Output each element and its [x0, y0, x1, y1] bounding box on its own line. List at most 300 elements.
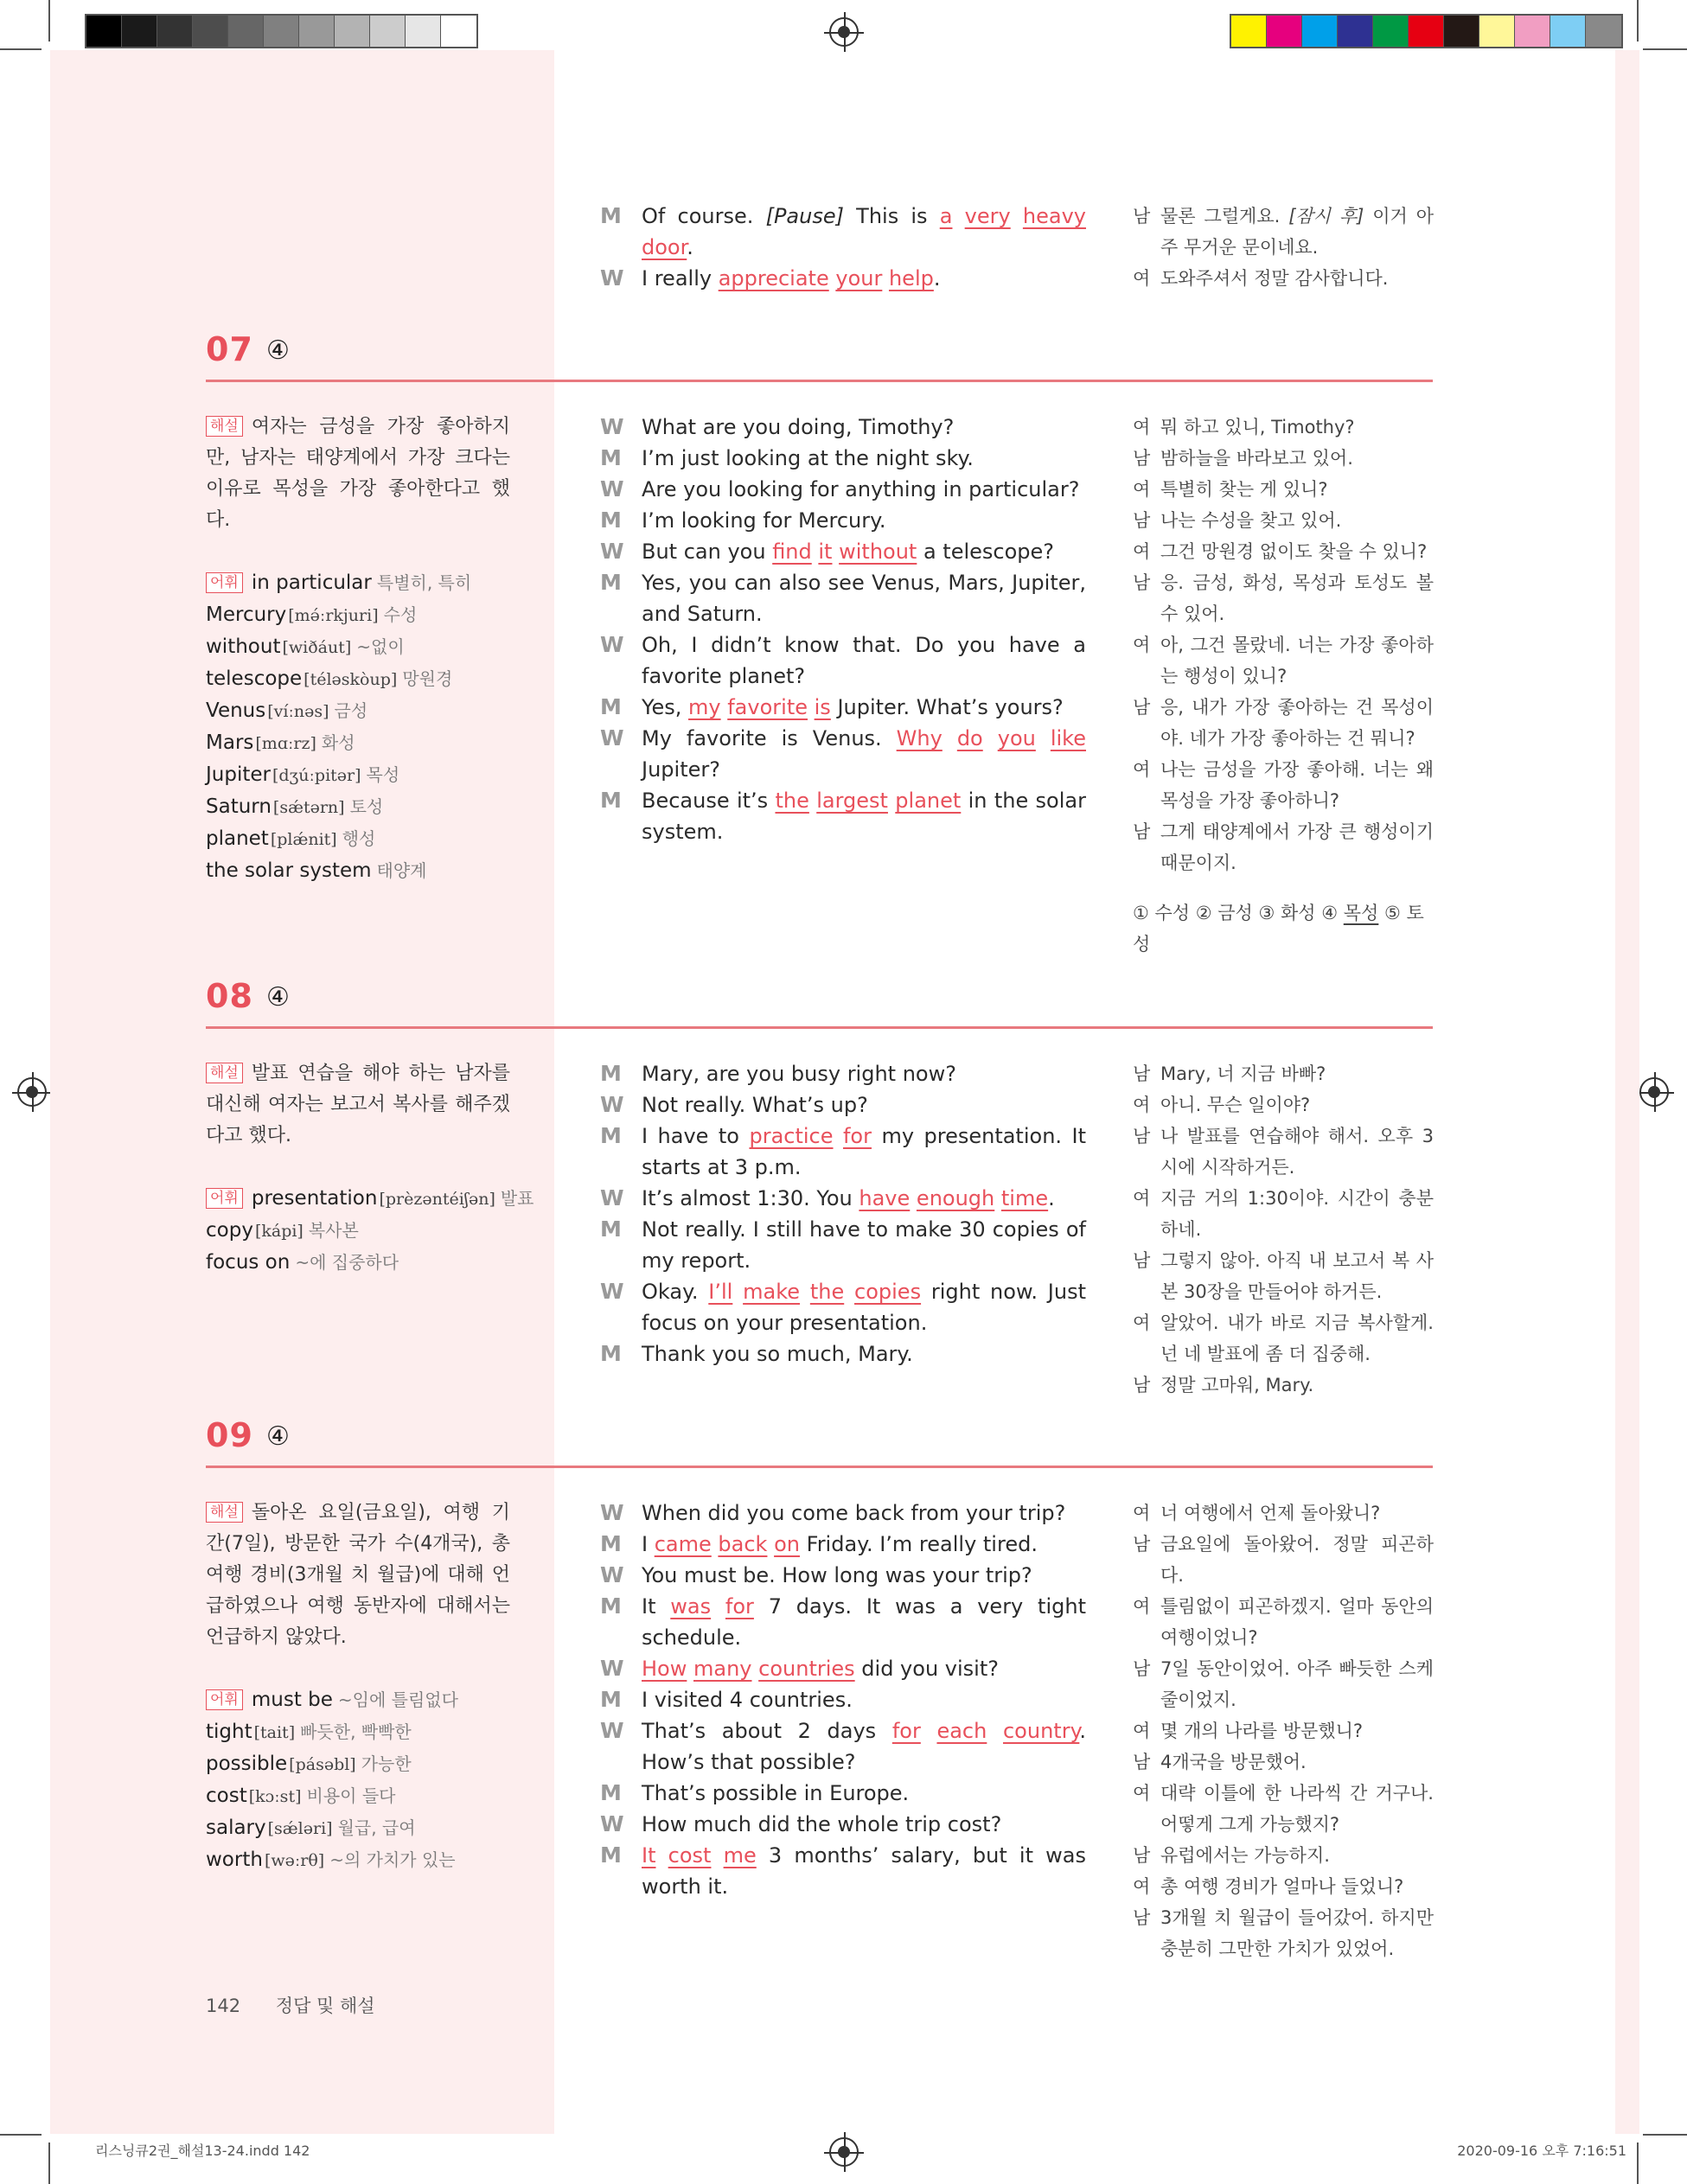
translation-text: 몇 개의 나라를 방문했니?	[1160, 1721, 1364, 1741]
vocab-item	[206, 1716, 510, 1748]
speaker-label: 남	[1133, 1250, 1151, 1271]
dialogue-text: My favorite is Venus. Why do you like Jupiter?	[642, 726, 1086, 782]
vocab-word: the solar system	[206, 859, 372, 882]
translation-line	[1133, 412, 1434, 443]
dialogue-line	[600, 1715, 1086, 1778]
registration-mark-top-icon	[829, 17, 859, 47]
speaker-label: 남	[1133, 1375, 1151, 1395]
answer-blank: time	[1000, 1186, 1049, 1210]
dialogue-text: It was for 7 days. It was a very tight schedule.	[642, 1594, 1086, 1650]
dialogue-text: Not really. I still have to make 30 copies of my report.	[642, 1217, 1086, 1273]
speaker-label: 여	[1133, 1721, 1151, 1741]
speaker-label: 여	[1133, 759, 1151, 780]
translation-text: 총 여행 경비가 얼마나 들었니?	[1160, 1876, 1404, 1897]
vocab-word: cost	[206, 1785, 247, 1807]
speaker-label: 남	[1133, 448, 1151, 469]
answer-blank: I’ll	[708, 1280, 733, 1304]
speaker-label: W	[600, 1500, 624, 1525]
section-divider	[206, 1466, 1433, 1468]
section-dialogue-08	[600, 1058, 1086, 1370]
speaker-label: 남	[1133, 572, 1151, 593]
registration-mark-right-icon	[1639, 1077, 1669, 1107]
speaker-label: M	[600, 1341, 622, 1366]
color-swatch	[370, 16, 406, 47]
speaker-label: 여	[1133, 1312, 1151, 1333]
translation-line	[1133, 692, 1434, 754]
dialogue-line	[600, 412, 1086, 443]
speaker-label: 남	[1133, 1752, 1151, 1772]
translation-line	[1133, 1058, 1434, 1089]
vocab-meaning: ~의 가치가 있는	[329, 1849, 456, 1870]
section-dialogue-09	[600, 1498, 1086, 1902]
answer-blank: is	[814, 695, 831, 719]
translation-line	[1133, 1498, 1434, 1529]
answer-blank: for	[725, 1594, 754, 1619]
dialogue-text: What are you doing, Timothy?	[642, 415, 955, 439]
vocab-pronunciation: [wiðáut]	[282, 638, 352, 657]
translation-text: 아, 그건 몰랐네. 너는 가장 좋아하는 행성이 있니?	[1160, 635, 1434, 686]
dialogue-text: I visited 4 countries.	[642, 1688, 853, 1712]
correct-choice: 목성	[1343, 903, 1379, 923]
explanation: 해설 여자는 금성을 가장 좋아하지만, 남자는 태양계에서 가장 크다는 이유로 목성을 가장 좋아한다고 했다.	[206, 416, 510, 531]
speaker-label: W	[600, 414, 624, 439]
dialogue-text: Of course. [Pause] This is a very heavy door.	[642, 204, 1086, 259]
vocab-item	[206, 1780, 510, 1812]
vocab-item	[206, 1844, 510, 1876]
speaker-label: M	[600, 1842, 622, 1868]
translation-text: 알았어. 내가 바로 지금 복사할게. 넌 네 발표에 좀 더 집중해.	[1160, 1312, 1434, 1364]
translation-text: 나 발표를 연습해야 해서. 오후 3시에 시작하거든.	[1160, 1126, 1434, 1178]
vocab-meaning: 복사본	[308, 1220, 359, 1241]
dialogue-text: Are you looking for anything in particular?	[642, 477, 1080, 501]
translation-text: 그게 태양계에서 가장 큰 행성이기 때문이지.	[1160, 821, 1434, 873]
translation-line	[1133, 754, 1434, 816]
vocab-meaning: 금성	[334, 700, 368, 721]
vocabulary-list	[206, 1183, 534, 1279]
section-korean-09	[1133, 1498, 1434, 1964]
vocab-item	[206, 1812, 510, 1844]
vocab-item	[206, 1684, 510, 1716]
speaker-label: W	[600, 1185, 624, 1210]
section-divider	[206, 1026, 1433, 1029]
vocab-pronunciation: [prèzəntéiʃən]	[379, 1190, 495, 1209]
color-swatch	[228, 16, 264, 47]
vocab-item	[206, 791, 510, 823]
section-header-08	[206, 977, 1433, 1029]
translation-text: 나는 금성을 가장 좋아해. 너는 왜 목성을 가장 좋아하니?	[1160, 759, 1434, 811]
translation-text: 지금 거의 1:30이야. 시간이 충분하네.	[1160, 1188, 1434, 1240]
dialogue-line	[600, 536, 1086, 567]
answer-blank: heavy	[1022, 204, 1086, 228]
translation-line	[1133, 1183, 1434, 1245]
vocab-pronunciation: [pásəbl]	[289, 1755, 356, 1774]
dialogue-line	[600, 1214, 1086, 1276]
speaker-label: M	[600, 788, 622, 813]
section-korean-07	[1133, 412, 1434, 960]
dialogue-line	[600, 629, 1086, 692]
translation-text: 그렇지 않아. 아직 내 보고서 복 사본 30장을 만들어야 하거든.	[1160, 1250, 1434, 1302]
color-swatch	[122, 16, 157, 47]
answer-blank: planet	[895, 789, 962, 813]
page-edge-background	[1615, 50, 1639, 2134]
crop-mark	[1637, 2142, 1639, 2184]
translation-line	[1133, 1307, 1434, 1370]
page-footer-title: 정답 및 해설	[275, 1996, 375, 2016]
answer-blank: without	[839, 540, 917, 564]
speaker-label: 여	[1133, 1783, 1151, 1804]
speaker-label: M	[600, 694, 622, 719]
color-swatch	[1444, 16, 1479, 47]
vocab-word: focus on	[206, 1251, 291, 1274]
translation-text: 대략 이틀에 한 나라씩 간 거구나. 어떻게 그게 가능했지?	[1160, 1783, 1434, 1835]
dialogue-line	[600, 1498, 1086, 1529]
speaker-label: W	[600, 1092, 624, 1117]
speaker-label: 남	[1133, 1126, 1151, 1146]
speaker-label: M	[600, 1593, 622, 1619]
vocab-meaning: 수성	[383, 604, 418, 625]
section-answer: ④	[266, 1421, 290, 1452]
dialogue-text: But can you find it without a telescope?	[642, 540, 1055, 564]
speaker-label: M	[600, 203, 622, 228]
color-swatch	[264, 16, 299, 47]
dialogue-line	[600, 1089, 1086, 1121]
answer-blank: enough	[916, 1186, 995, 1210]
dialogue-text: It cost me 3 months’ salary, but it was worth it.	[642, 1843, 1086, 1899]
color-swatch	[1550, 16, 1586, 47]
answer-blank: cost	[668, 1843, 712, 1868]
vocab-pronunciation: [kɔːst]	[248, 1787, 302, 1806]
section-notes-09	[206, 1498, 510, 1876]
color-swatch-strip	[1230, 14, 1623, 48]
vocab-word: possible	[206, 1753, 288, 1775]
vocab-pronunciation: [mə́ːrkjuri]	[288, 606, 379, 625]
speaker-label: 여	[1133, 541, 1151, 562]
vocab-meaning: ~에 집중하다	[295, 1252, 399, 1273]
speaker-label: 남	[1133, 1534, 1151, 1555]
vocab-word: Mercury	[206, 603, 287, 626]
answer-blank: a	[939, 204, 953, 228]
slug-timestamp: 2020-09-16 오후 7:16:51	[1457, 2142, 1626, 2159]
translation-line	[1133, 816, 1434, 878]
color-swatch	[1231, 16, 1267, 47]
speaker-label: M	[600, 570, 622, 595]
speaker-label: 여	[1133, 635, 1151, 655]
vocab-word: worth	[206, 1849, 263, 1871]
answer-blank: came	[654, 1532, 712, 1556]
dialogue-line	[600, 505, 1086, 536]
speaker-label: 남	[1133, 1658, 1151, 1679]
translation-text: 3개월 치 월급이 들어갔어. 하지만 충분히 그만한 가치가 있었어.	[1160, 1907, 1434, 1959]
translation-text: 4개국을 방문했어.	[1160, 1752, 1307, 1772]
vocab-word: Venus	[206, 699, 266, 722]
translation-line	[1133, 536, 1434, 567]
vocab-word: telescope	[206, 667, 303, 690]
translation-line	[1133, 474, 1434, 505]
dialogue-line	[600, 1121, 1086, 1183]
dialogue-text: I came back on Friday. I’m really tired.	[642, 1532, 1038, 1556]
translation-line	[1133, 567, 1434, 629]
speaker-label: M	[600, 445, 622, 470]
section-notes-08	[206, 1058, 534, 1279]
dialogue-line	[600, 1684, 1086, 1715]
dialogue-line	[600, 692, 1086, 723]
vocab-word: presentation	[251, 1187, 378, 1210]
dialogue-text: That’s possible in Europe.	[642, 1781, 910, 1805]
vocab-word: Jupiter	[206, 763, 271, 786]
answer-blank: make	[743, 1280, 801, 1304]
speaker-label: 여	[1133, 268, 1151, 289]
vocab-meaning: ~없이	[356, 636, 405, 657]
vocab-item	[206, 1183, 534, 1215]
answer-blank: the	[775, 789, 809, 813]
explanation: 해설 돌아온 요일(금요일), 여행 기간(7일), 방문한 국가 수(4개국), 총 여행 경비(3개월 치 월급)에 대해 언급하였으나 여행 동반자에 대해서는 언급하지 않았다.	[206, 1502, 510, 1648]
speaker-label: W	[600, 476, 624, 501]
vocabulary-list	[206, 567, 510, 887]
vocab-pronunciation: [téləskòup]	[304, 670, 398, 689]
slug-file: 리스닝큐2권_해설13-24.indd 142	[95, 2142, 310, 2159]
dialogue-line	[600, 474, 1086, 505]
dialogue-text: Mary, are you busy right now?	[642, 1062, 956, 1086]
vocab-meaning: 토성	[349, 796, 384, 817]
section-answer: ④	[266, 335, 290, 366]
translation-line	[1133, 505, 1434, 536]
answer-blank: copies	[854, 1280, 922, 1304]
translation-line	[1133, 263, 1434, 294]
answer-blank: very	[964, 204, 1011, 228]
crop-mark	[0, 2134, 42, 2136]
answer-blank: on	[774, 1532, 800, 1556]
dialogue-text: Because it’s the largest planet in the solar system.	[642, 789, 1086, 844]
dialogue-line	[600, 201, 1086, 263]
translation-line	[1133, 1778, 1434, 1840]
answer-blank: country	[1002, 1719, 1080, 1743]
dialogue-line	[600, 1529, 1086, 1560]
translation-text: 밤하늘을 바라보고 있어.	[1160, 448, 1353, 469]
vocab-pronunciation: [sǽtərn]	[272, 798, 345, 817]
translation-text: 물론 그럴게요. [잠시 후] 이거 아주 무거운 문이네요.	[1160, 206, 1434, 258]
answer-blank: was	[670, 1594, 712, 1619]
answer-blank: my	[688, 695, 721, 719]
translation-line	[1133, 629, 1434, 692]
vocab-item	[206, 1748, 510, 1780]
speaker-label: M	[600, 1123, 622, 1148]
vocab-meaning: 발표	[500, 1188, 534, 1209]
answer-blank: It	[642, 1843, 656, 1868]
vocab-meaning: 행성	[342, 828, 376, 849]
answer-blank: favorite	[727, 695, 808, 719]
speaker-label: 남	[1133, 821, 1151, 842]
dialogue-line	[600, 1338, 1086, 1370]
answer-blank: countries	[758, 1657, 855, 1681]
dialogue-line	[600, 1560, 1086, 1591]
translation-text: 틀림없이 피곤하겠지. 얼마 동안의 여행이었니?	[1160, 1596, 1434, 1648]
translation-text: 너 여행에서 언제 돌아왔니?	[1160, 1503, 1381, 1523]
color-swatch	[86, 16, 122, 47]
translation-text: 금요일에 돌아왔어. 정말 피곤하다.	[1160, 1534, 1434, 1586]
color-swatch	[1586, 16, 1621, 47]
color-swatch	[1409, 16, 1444, 47]
answer-blank: many	[693, 1657, 752, 1681]
speaker-label: W	[600, 725, 624, 750]
answer-blank: have	[859, 1186, 911, 1210]
crop-mark	[48, 0, 50, 42]
dialogue-text: That’s about 2 days for each country. How’s that possible?	[642, 1719, 1086, 1774]
dialogue-text: I really appreciate your help.	[642, 266, 941, 291]
vocab-item	[206, 631, 510, 663]
section-answer: ④	[266, 982, 290, 1012]
vocab-meaning: 월급, 급여	[337, 1817, 416, 1838]
translation-text: 뭐 하고 있니, Timothy?	[1160, 417, 1355, 437]
registration-mark-bottom-icon	[829, 2137, 859, 2167]
speaker-label: W	[600, 1562, 624, 1587]
speaker-label: 여	[1133, 1503, 1151, 1523]
section-korean-08	[1133, 1058, 1434, 1401]
speaker-label: 남	[1133, 1063, 1151, 1084]
vocab-item	[206, 695, 510, 727]
dialogue-text: Thank you so much, Mary.	[642, 1342, 913, 1366]
vocab-pronunciation: [plǽnit]	[270, 830, 337, 849]
color-swatch	[1302, 16, 1338, 47]
speaker-label: M	[600, 1531, 622, 1556]
color-swatch	[1267, 16, 1302, 47]
dialogue-text: Okay. I’ll make the copies right now. Just focus on your presentation.	[642, 1280, 1086, 1335]
answer-blank: me	[723, 1843, 757, 1868]
vocab-word: in particular	[251, 572, 372, 594]
color-swatch	[157, 16, 193, 47]
translation-text: 응. 금성, 화성, 목성과 토성도 볼 수 있어.	[1160, 572, 1434, 624]
answer-blank: for	[842, 1124, 872, 1148]
vocab-item	[206, 855, 510, 887]
registration-mark-left-icon	[17, 1077, 47, 1107]
answer-blank: Why	[896, 726, 943, 750]
vocab-item	[206, 823, 510, 855]
section-notes-07	[206, 412, 510, 887]
answer-blank: it	[818, 540, 833, 564]
vocab-word: copy	[206, 1219, 253, 1242]
dialogue-text: When did you come back from your trip?	[642, 1501, 1066, 1525]
vocab-word: Saturn	[206, 795, 272, 818]
translation-line	[1133, 201, 1434, 263]
vocab-word: salary	[206, 1817, 266, 1839]
page-footer	[206, 1992, 375, 2018]
vocab-meaning: 화성	[321, 732, 355, 753]
translation-line	[1133, 1653, 1434, 1715]
dialogue-line	[600, 1809, 1086, 1840]
color-swatch	[406, 16, 441, 47]
translation-text: 아니. 무슨 일이야?	[1160, 1095, 1311, 1115]
answer-blank: your	[835, 266, 883, 291]
translation-line	[1133, 1871, 1434, 1902]
answer-blank: the	[809, 1280, 845, 1304]
translation-text: 그건 망원경 없이도 찾을 수 있니?	[1160, 541, 1428, 562]
vocab-tag: 어휘	[206, 572, 243, 593]
speaker-label: 남	[1133, 1845, 1151, 1866]
vocab-word: without	[206, 635, 281, 658]
vocab-tag: 어휘	[206, 1188, 243, 1209]
vocab-meaning: 가능한	[361, 1753, 412, 1774]
dialogue-text: Not really. What’s up?	[642, 1093, 868, 1117]
speaker-label: 남	[1133, 510, 1151, 531]
answer-blank: door	[642, 235, 687, 259]
speaker-label: M	[600, 1217, 622, 1242]
crop-mark	[0, 48, 42, 50]
dialogue-line	[600, 723, 1086, 785]
color-swatch	[299, 16, 335, 47]
vocabulary-list	[206, 1684, 510, 1876]
explanation-tag: 해설	[206, 1063, 243, 1083]
speaker-label: 남	[1133, 697, 1151, 718]
dialogue-line	[600, 1276, 1086, 1338]
dialogue-line	[600, 785, 1086, 847]
vocab-meaning: 태양계	[376, 860, 427, 881]
explanation-tag: 해설	[206, 1502, 243, 1523]
translation-line	[1133, 1747, 1434, 1778]
section-dialogue-07	[600, 412, 1086, 847]
dialogue-text: I’m just looking at the night sky.	[642, 446, 974, 470]
vocab-item	[206, 1215, 510, 1247]
answer-blank: each	[936, 1719, 987, 1743]
vocab-pronunciation: [mɑːrz]	[255, 734, 316, 753]
vocab-pronunciation: [kápi]	[254, 1222, 304, 1241]
speaker-label: 남	[1133, 1907, 1151, 1928]
vocab-meaning: 빠듯한, 빡빡한	[300, 1721, 412, 1742]
vocab-tag: 어휘	[206, 1689, 243, 1710]
color-swatch	[441, 16, 476, 47]
stage-direction: [잠시 후]	[1288, 206, 1364, 227]
translation-line	[1133, 1529, 1434, 1591]
speaker-label: W	[600, 1279, 624, 1304]
dialogue-line	[600, 1591, 1086, 1653]
vocab-meaning: 특별히, 특히	[376, 572, 472, 593]
translation-line	[1133, 1902, 1434, 1964]
vocab-item	[206, 567, 510, 599]
vocab-item	[206, 727, 510, 759]
crop-mark	[48, 2142, 50, 2184]
section-header-07	[206, 330, 1433, 382]
translation-text: 7일 동안이었어. 아주 빠듯한 스케줄이었지.	[1160, 1658, 1434, 1710]
answer-blank: for	[891, 1719, 921, 1743]
answer-blank: find	[772, 540, 812, 564]
speaker-label: W	[600, 539, 624, 564]
dialogue-text: Yes, my favorite is Jupiter. What’s yours?	[642, 695, 1064, 719]
dialogue-line	[600, 263, 1086, 294]
translation-line	[1133, 1121, 1434, 1183]
dialogue-line	[600, 1058, 1086, 1089]
translation-text: 정말 고마워, Mary.	[1160, 1375, 1314, 1395]
dialogue-line	[600, 443, 1086, 474]
speaker-label: 여	[1133, 479, 1151, 500]
dialogue-line	[600, 1183, 1086, 1214]
color-swatch	[335, 16, 370, 47]
speaker-label: 여	[1133, 1188, 1151, 1209]
dialogue-text: You must be. How long was your trip?	[642, 1563, 1032, 1587]
answer-choices: ① 수성 ② 금성 ③ 화성 ④ 목성 ⑤ 토성	[1133, 903, 1424, 955]
color-swatch	[1479, 16, 1515, 47]
vocab-pronunciation: [sǽləri]	[267, 1819, 333, 1838]
answer-blank: like	[1050, 726, 1086, 750]
speaker-label: 여	[1133, 1596, 1151, 1617]
answer-blank: appreciate	[718, 266, 829, 291]
speaker-label: M	[600, 508, 622, 533]
answer-blank: help	[888, 266, 934, 291]
vocab-pronunciation: [tait]	[253, 1723, 296, 1742]
dialogue-line	[600, 1653, 1086, 1684]
translation-text: 나는 수성을 찾고 있어.	[1160, 510, 1342, 531]
section-number: 07	[206, 330, 253, 368]
color-swatch	[1515, 16, 1550, 47]
dialogue-text: How many countries did you visit?	[642, 1657, 999, 1681]
speaker-label: M	[600, 1061, 622, 1086]
